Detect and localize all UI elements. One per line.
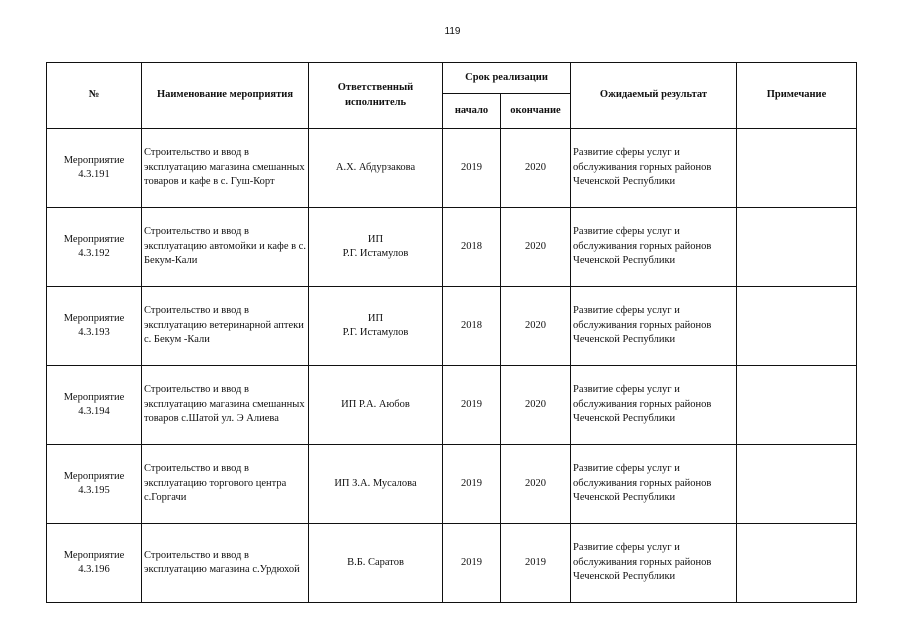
start-year-cell: 2018 bbox=[443, 287, 501, 366]
activity-name-cell: Строительство и ввод в эксплуатацию магазина с.Урдюхой bbox=[142, 524, 309, 603]
expected-result-cell: Развитие сферы услуг и обслуживания горных районов Чеченской Республики bbox=[571, 129, 737, 208]
activity-number-cell bbox=[47, 208, 142, 287]
table-row bbox=[47, 129, 857, 208]
expected-result-cell: Развитие сферы услуг и обслуживания горных районов Чеченской Республики bbox=[571, 208, 737, 287]
table-body bbox=[47, 129, 857, 603]
activity-name-cell: Строительство и ввод в эксплуатацию торгового центра с.Горгачи bbox=[142, 445, 309, 524]
activity-number-line: Мероприятие bbox=[63, 549, 125, 561]
activity-name-cell: Строительство и ввод в эксплуатацию магазина смешанных товаров и кафе в с. Гуш-Корт bbox=[142, 129, 309, 208]
activity-number-cell bbox=[47, 287, 142, 366]
header-executor: Ответственный исполнитель bbox=[309, 63, 443, 129]
header-start: начало bbox=[443, 94, 501, 129]
note-cell bbox=[737, 445, 857, 524]
start-year-cell: 2019 bbox=[443, 524, 501, 603]
activity-number-line: 4.3.193 bbox=[78, 327, 110, 338]
table-row bbox=[47, 208, 857, 287]
executor-cell bbox=[309, 287, 443, 366]
activity-number-cell bbox=[47, 129, 142, 208]
activity-number-line: Мероприятие bbox=[63, 391, 125, 403]
executor-line: ИП Р.А. Аюбов bbox=[341, 398, 410, 410]
executor-cell bbox=[309, 524, 443, 603]
header-result: Ожидаемый результат bbox=[571, 63, 737, 129]
end-year-cell: 2020 bbox=[501, 445, 571, 524]
activity-number-line: 4.3.195 bbox=[78, 485, 110, 496]
note-cell bbox=[737, 366, 857, 445]
note-cell bbox=[737, 524, 857, 603]
end-year-cell: 2019 bbox=[501, 524, 571, 603]
activity-name-cell: Строительство и ввод в эксплуатацию магазина смешанных товаров с.Шатой ул. Э Алиева bbox=[142, 366, 309, 445]
start-year-cell: 2019 bbox=[443, 129, 501, 208]
expected-result-cell: Развитие сферы услуг и обслуживания горных районов Чеченской Республики bbox=[571, 524, 737, 603]
executor-cell bbox=[309, 445, 443, 524]
expected-result-cell: Развитие сферы услуг и обслуживания горных районов Чеченской Республики bbox=[571, 287, 737, 366]
activity-number-line: Мероприятие bbox=[63, 312, 125, 324]
activity-number-cell bbox=[47, 445, 142, 524]
note-cell bbox=[737, 287, 857, 366]
end-year-cell: 2020 bbox=[501, 208, 571, 287]
header-note: Примечание bbox=[737, 63, 857, 129]
header-name: Наименование мероприятия bbox=[142, 63, 309, 129]
executor-line: А.Х. Абдурзакова bbox=[335, 161, 416, 173]
note-cell bbox=[737, 208, 857, 287]
table-row bbox=[47, 287, 857, 366]
start-year-cell: 2019 bbox=[443, 366, 501, 445]
activity-number-line: Мероприятие bbox=[63, 154, 125, 166]
activity-number-line: 4.3.196 bbox=[78, 564, 110, 575]
activity-number-line: 4.3.194 bbox=[78, 406, 110, 417]
executor-line: ИП З.А. Мусалова bbox=[334, 477, 417, 489]
executor-line: ИП bbox=[367, 233, 384, 245]
executor-cell bbox=[309, 208, 443, 287]
activity-number-line: 4.3.192 bbox=[78, 248, 110, 259]
header-period: Срок реализации bbox=[443, 63, 571, 94]
activity-number-cell bbox=[47, 524, 142, 603]
activity-number-line: Мероприятие bbox=[63, 470, 125, 482]
activity-name-cell: Строительство и ввод в эксплуатацию автомойки и кафе в с. Бекум-Кали bbox=[142, 208, 309, 287]
executor-line: В.Б. Саратов bbox=[347, 556, 404, 568]
note-cell bbox=[737, 129, 857, 208]
header-num: № bbox=[47, 63, 142, 129]
start-year-cell: 2019 bbox=[443, 445, 501, 524]
activity-number-cell bbox=[47, 366, 142, 445]
end-year-cell: 2020 bbox=[501, 129, 571, 208]
executor-cell bbox=[309, 366, 443, 445]
activity-name-cell: Строительство и ввод в эксплуатацию ветеринарной аптеки с. Бекум -Кали bbox=[142, 287, 309, 366]
page-number: 119 bbox=[444, 26, 461, 37]
expected-result-cell: Развитие сферы услуг и обслуживания горных районов Чеченской Республики bbox=[571, 445, 737, 524]
end-year-cell: 2020 bbox=[501, 287, 571, 366]
table-header-row bbox=[47, 63, 857, 94]
table-row bbox=[47, 366, 857, 445]
executor-line: Р.Г. Истамулов bbox=[342, 248, 409, 259]
executor-cell bbox=[309, 129, 443, 208]
end-year-cell: 2020 bbox=[501, 366, 571, 445]
start-year-cell: 2018 bbox=[443, 208, 501, 287]
table-row bbox=[47, 524, 857, 603]
activity-number-line: Мероприятие bbox=[63, 233, 125, 245]
header-end: окончание bbox=[501, 94, 571, 129]
activities-table bbox=[46, 62, 857, 603]
executor-line: Р.Г. Истамулов bbox=[342, 327, 409, 338]
table-row bbox=[47, 445, 857, 524]
executor-line: ИП bbox=[367, 312, 384, 324]
expected-result-cell: Развитие сферы услуг и обслуживания горных районов Чеченской Республики bbox=[571, 366, 737, 445]
activity-number-line: 4.3.191 bbox=[78, 169, 110, 180]
